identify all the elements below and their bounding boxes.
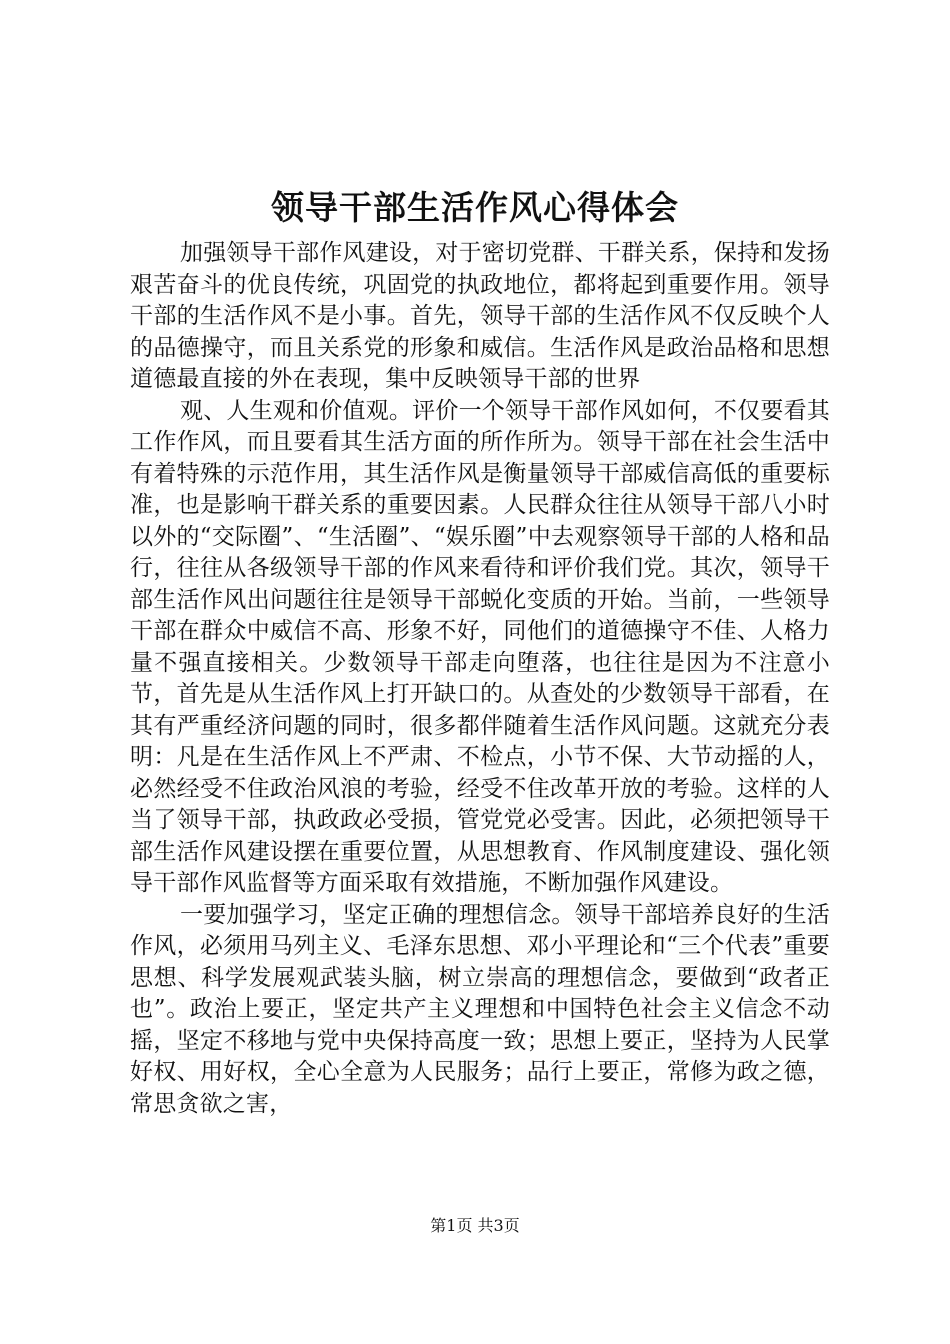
page-number-footer: 第1页 共3页 [430, 1216, 520, 1235]
paragraph-3: 一要加强学习，坚定正确的理想信念。领导干部培养良好的生活作风，必须用马列主义、毛泽东思想、邓小平理论和“三个代表”重要思想、科学发展观武装头脑，树立崇高的理想信念，要做到“政者正也”。政治上要正，坚定共产主义理想和中国特色社会主义信念不动摇，坚定不移地与党中央保持高度一致；思想上要正，坚持为人民掌好权、用好权，全心全意为人民服务；品行上要正，常修为政之德，常思贪欲之害， [130, 901, 830, 1117]
document-title: 领导干部生活作风心得体会 [271, 188, 679, 227]
document-body [130, 238, 830, 1120]
paragraph-2: 观、人生观和价值观。评价一个领导干部作风如何，不仅要看其工作作风，而且要看其生活方面的所作所为。领导干部在社会生活中有着特殊的示范作用，其生活作风是衡量领导干部威信高低的重要标准，也是影响干群关系的重要因素。人民群众往往从领导干部八小时以外的“交际圈”、“生活圈”、“娱乐圈”中去观察领导干部的人格和品行，往往从各级领导干部的作风来看待和评价我们党。其次，领导干部生活作风出问题往往是领导干部蜕化变质的开始。当前，一些领导干部在群众中威信不高、形象不好，同他们的道德操守不佳、人格力量不强直接相关。少数领导干部走向堕落，也往往是因为不注意小节，首先是从生活作风上打开缺口的。从查处的少数领导干部看，在其有严重经济问题的同时，很多都伴随着生活作风问题。这就充分表明：凡是在生活作风上不严肃、不检点，小节不保、大节动摇的人，必然经受不住政治风浪的考验，经受不住改革开放的考验。这样的人当了领导干部，执政政必受损，管党党必受害。因此，必须把领导干部生活作风建设摆在重要位置，从思想教育、作风制度建设、强化领导干部作风监督等方面采取有效措施，不断加强作风建设。 [130, 397, 830, 896]
paragraph-1: 加强领导干部作风建设，对于密切党群、干群关系，保持和发扬艰苦奋斗的优良传统，巩固党的执政地位，都将起到重要作用。领导干部的生活作风不是小事。首先，领导干部的生活作风不仅反映个人的品德操守，而且关系党的形象和威信。生活作风是政治品格和思想道德最直接的外在表现，集中反映领导干部的世界 [130, 240, 830, 392]
